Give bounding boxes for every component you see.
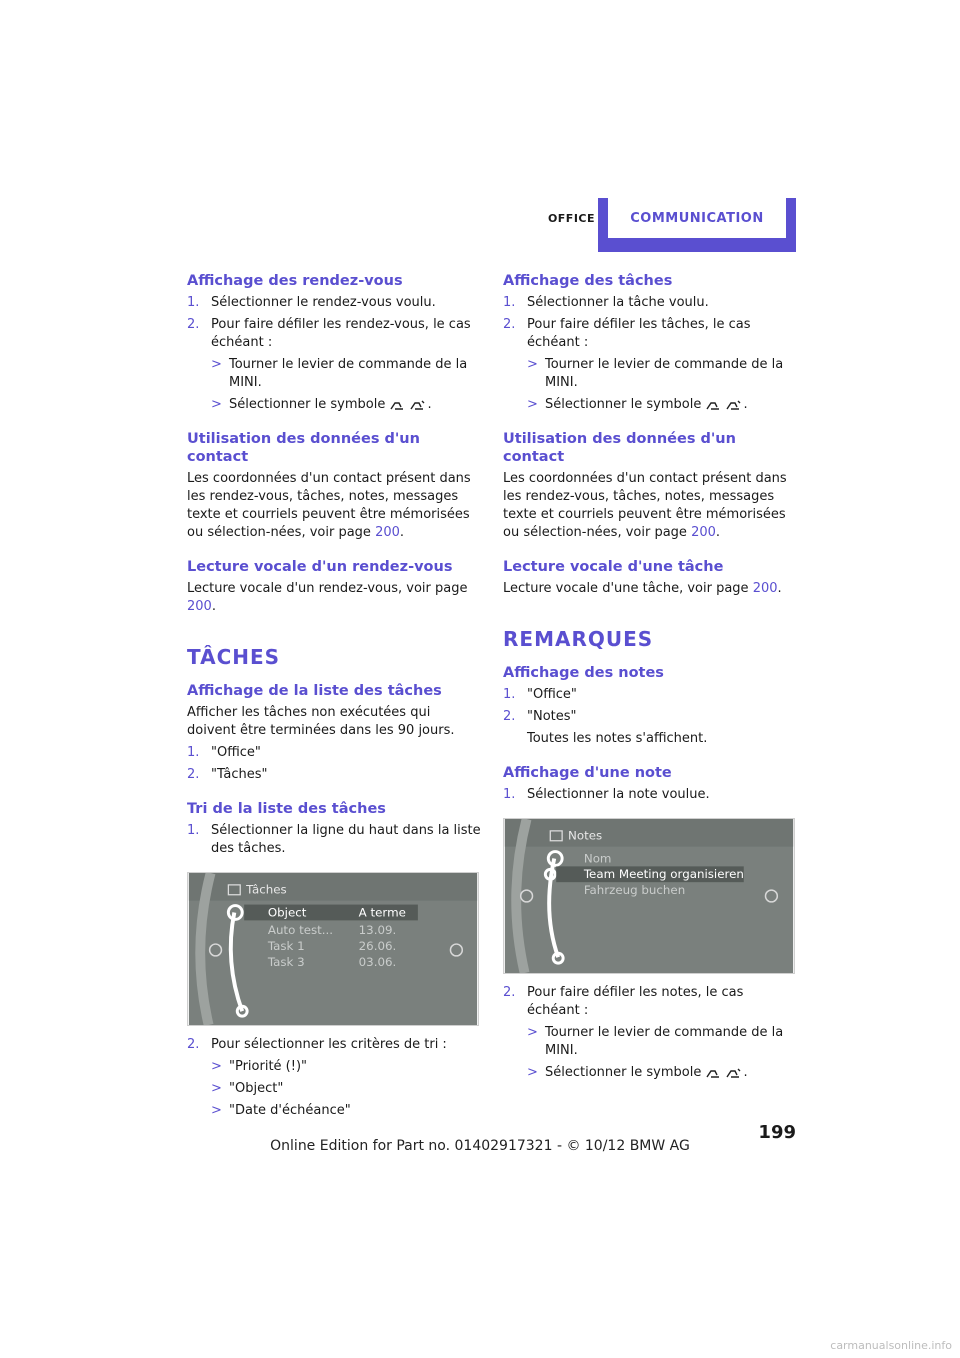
step-text: Sélectionner le rendez-vous voulu.	[211, 295, 436, 310]
step-number: 2.	[187, 1037, 200, 1052]
step-number: 2.	[503, 985, 516, 1000]
step-text: "Office"	[211, 745, 261, 760]
sub-text: "Object"	[229, 1081, 284, 1096]
step-number: 1.	[503, 787, 516, 802]
contact-paragraph: Les coordonnées d'un contact présent dans les rendez-vous, tâches, notes, messages texte et courriels peuvent être mémorisées ou sélection-nées, voir page 200.	[503, 471, 787, 540]
right-column	[503, 272, 799, 1086]
screen-col2: A terme	[358, 905, 406, 920]
section-label: OFFICE	[547, 212, 595, 225]
sub-item	[523, 396, 799, 414]
screen-row: Team Meeting organisieren	[583, 867, 744, 882]
bullet-mark: >	[211, 357, 222, 372]
screen-row-name: Task 1	[267, 938, 305, 953]
sub-item	[207, 396, 483, 414]
bullet-mark: >	[211, 1081, 222, 1096]
liste-paragraph: Afficher les tâches non exécutées qui doivent être terminées dans les 90 jours.	[187, 705, 455, 738]
step-item	[187, 822, 483, 858]
step-number: 1.	[503, 687, 516, 702]
sub-text-label: Sélectionner le symbole	[229, 397, 386, 412]
heading-liste-taches: Affichage de la liste des tâches	[187, 683, 442, 699]
scroll-symbol-icon	[389, 398, 427, 412]
step-number: 1.	[187, 295, 200, 310]
screen-notes	[503, 818, 795, 974]
screen-row: Nom	[583, 851, 612, 866]
step-number: 1.	[187, 745, 200, 760]
heading-contact: Utilisation des données d'un contact	[187, 431, 420, 465]
chapter-title: COMMUNICATION	[608, 198, 786, 238]
step-number: 1.	[187, 823, 200, 838]
step-text: "Tâches"	[211, 767, 268, 782]
screen-title: Notes	[568, 828, 603, 843]
heading-lecture-rdv: Lecture vocale d'un rendez-vous	[187, 559, 453, 575]
step-text: Sélectionner la tâche voulu.	[527, 295, 709, 310]
step-number: 2.	[187, 767, 200, 782]
page-number: 199	[758, 1122, 796, 1143]
step-text: Pour sélectionner les critères de tri :	[211, 1037, 447, 1052]
screen-taches	[187, 872, 479, 1026]
page-link[interactable]: 200	[375, 525, 400, 540]
sub-text-label: Sélectionner le symbole	[545, 1065, 702, 1080]
heading-lecture-tache: Lecture vocale d'une tâche	[503, 559, 724, 575]
sub-item	[523, 356, 799, 392]
step-text: "Office"	[527, 687, 577, 702]
step-number: 2.	[187, 317, 200, 332]
sub-text-label: Sélectionner le symbole	[545, 397, 702, 412]
bullet-mark: >	[211, 1103, 222, 1118]
page-link[interactable]: 200	[187, 599, 212, 614]
heading-taches: TÂCHES	[187, 645, 281, 669]
heading-remarques: REMARQUES	[503, 627, 654, 651]
contact-text: Les coordonnées d'un contact présent dans les rendez-vous, tâches, notes, messages texte et courriels peuvent être mémorisées ou sélection-nées, voir page	[503, 471, 787, 540]
bullet-mark: >	[527, 1065, 538, 1080]
watermark: carmanualsonline.info	[830, 1339, 952, 1352]
sub-item	[207, 1102, 483, 1120]
scroll-symbol-icon	[705, 1066, 743, 1080]
lecture-text: Lecture vocale d'un rendez-vous, voir page	[187, 581, 468, 596]
bullet-mark: >	[527, 397, 538, 412]
page-link[interactable]: 200	[752, 581, 778, 596]
sub-item	[207, 356, 483, 392]
lecture-paragraph: Lecture vocale d'un rendez-vous, voir page 200.	[187, 581, 468, 614]
lecture-paragraph: Lecture vocale d'une tâche, voir page 200.	[503, 581, 782, 596]
scroll-symbol-icon	[705, 398, 743, 412]
step-item	[187, 1036, 483, 1054]
heading-tri: Tri de la liste des tâches	[187, 801, 386, 817]
sub-text: Sélectionner le symbole .	[229, 397, 432, 412]
screen-row-name: Task 3	[267, 954, 305, 969]
screen-row-date: 26.06.	[358, 938, 397, 953]
sub-text: "Date d'échéance"	[229, 1103, 351, 1118]
screen-row-date: 03.06.	[358, 954, 397, 969]
heading-affichage-rdv: Affichage des rendez-vous	[187, 273, 403, 289]
screen-col1: Object	[267, 905, 307, 920]
notes-info: Toutes les notes s'affichent.	[527, 731, 708, 746]
step-item	[503, 316, 799, 352]
sub-text: Tourner le levier de commande de la MINI.	[229, 357, 468, 390]
heading-contact: Utilisation des données d'un contact	[503, 431, 736, 465]
chapter-tab	[598, 198, 796, 252]
sub-item	[523, 1064, 799, 1082]
heading-affichage-taches: Affichage des tâches	[503, 273, 673, 289]
sub-text: Tourner le levier de commande de la MINI.	[545, 357, 784, 390]
screen-title: Tâches	[246, 882, 287, 897]
step-text: Pour faire défiler les tâches, le cas échéant :	[527, 317, 751, 350]
sub-item	[523, 1024, 799, 1060]
page-link[interactable]: 200	[691, 525, 716, 540]
step-text: Sélectionner la ligne du haut dans la liste des tâches.	[211, 823, 481, 856]
lecture-text: Lecture vocale d'une tâche, voir page	[503, 581, 749, 596]
step-number: 1.	[503, 295, 516, 310]
contact-paragraph: Les coordonnées d'un contact présent dans les rendez-vous, tâches, notes, messages texte et courriels peuvent être mémorisées ou sélection-nées, voir page 200.	[187, 471, 471, 540]
step-item	[503, 708, 799, 726]
screen-row: Fahrzeug buchen	[583, 883, 686, 898]
step-item	[187, 294, 483, 312]
sub-text: Sélectionner le symbole .	[545, 397, 748, 412]
step-text: Sélectionner la note voulue.	[527, 787, 710, 802]
step-item	[187, 766, 483, 784]
step-number: 2.	[503, 709, 516, 724]
left-column	[187, 272, 483, 1124]
step-text: "Notes"	[527, 709, 577, 724]
sub-item	[207, 1080, 483, 1098]
edition-footer: Online Edition for Part no. 01402917321 - © 10/12 BMW AG	[270, 1138, 690, 1154]
sub-text: "Priorité (!)"	[229, 1059, 308, 1074]
step-item	[503, 686, 799, 704]
sub-item	[207, 1058, 483, 1076]
step-item	[187, 316, 483, 352]
bullet-mark: >	[527, 1025, 538, 1040]
sub-text: Tourner le levier de commande de la MINI.	[545, 1025, 784, 1058]
bullet-mark: >	[527, 357, 538, 372]
step-text: Pour faire défiler les rendez-vous, le cas échéant :	[211, 317, 471, 350]
contact-text: Les coordonnées d'un contact présent dans les rendez-vous, tâches, notes, messages texte et courriels peuvent être mémorisées ou sélection-nées, voir page	[187, 471, 471, 540]
screen-row-name: Auto test...	[267, 923, 334, 938]
step-item	[187, 744, 483, 762]
screen-row-date: 13.09.	[358, 923, 397, 938]
step-number: 2.	[503, 317, 516, 332]
heading-affichage-note: Affichage d'une note	[503, 765, 672, 781]
step-text: Pour faire défiler les notes, le cas échéant :	[527, 985, 744, 1018]
step-item	[503, 294, 799, 312]
sub-text: Sélectionner le symbole .	[545, 1065, 748, 1080]
step-item	[503, 984, 799, 1020]
heading-affichage-notes: Affichage des notes	[503, 665, 664, 681]
step-item	[503, 786, 799, 804]
bullet-mark: >	[211, 397, 222, 412]
bullet-mark: >	[211, 1059, 222, 1074]
